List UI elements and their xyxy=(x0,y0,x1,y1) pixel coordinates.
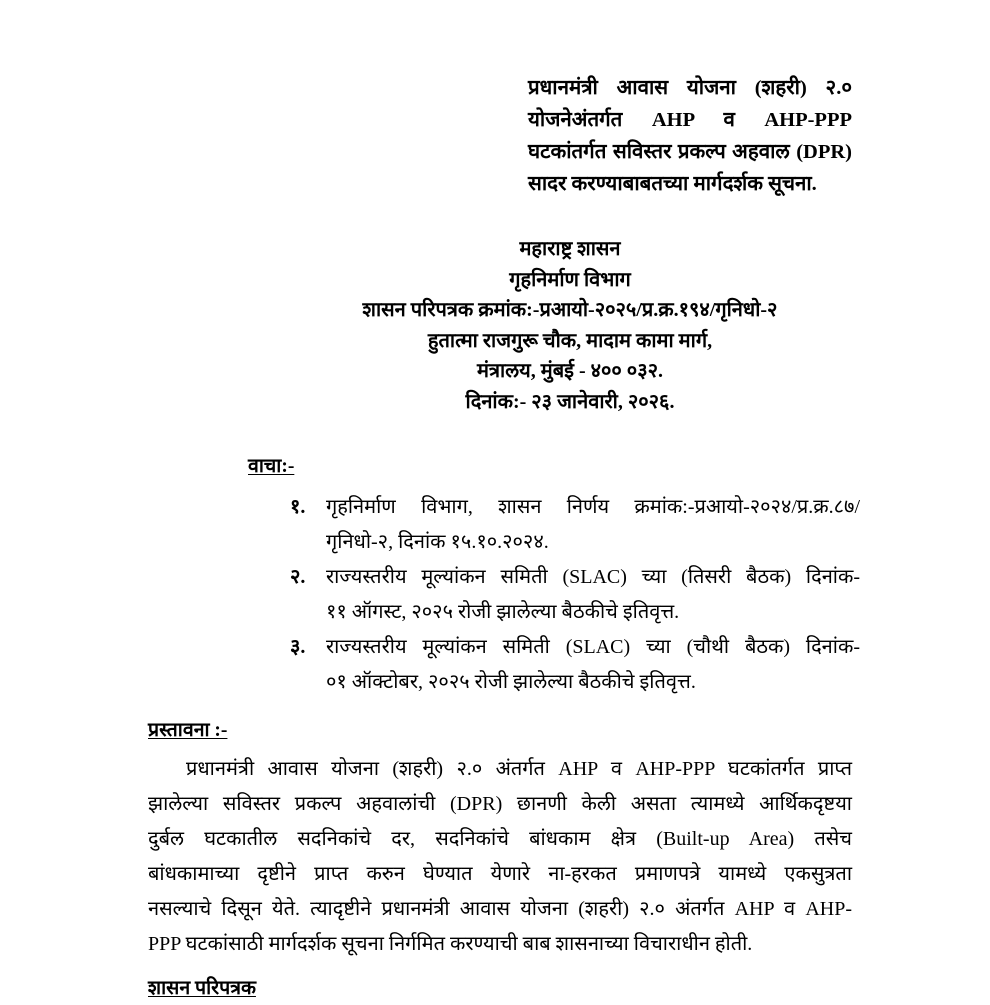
reference-text xyxy=(326,630,860,700)
reference-marker: १. xyxy=(290,496,306,518)
preamble-paragraph xyxy=(148,752,852,962)
government-authority-block xyxy=(80,234,990,417)
preamble-line: नसल्याचे दिसून येते. त्यादृष्टीने प्रधानमंत्री आवास योजना (शहरी) २.० अंतर्गत AHP व AHP- xyxy=(148,898,852,920)
reference-text xyxy=(326,560,860,630)
preamble-heading: प्रस्तावना :- xyxy=(148,720,228,741)
references-heading: वाचा:- xyxy=(248,456,295,477)
reference-marker: ३. xyxy=(290,636,306,658)
preamble-line: दुर्बल घटकातील सदनिकांचे दर, सदनिकांचे बांधकाम क्षेत्र (Built-up Area) तसेच xyxy=(148,828,852,850)
reference-item xyxy=(290,630,860,700)
title-line-2: योजनेअंतर्गत AHP व AHP-PPP xyxy=(528,109,852,131)
gov-line-address-2: मंत्रालय, मुंबई - ४०० ०३२. xyxy=(476,360,664,382)
title-line-1: प्रधानमंत्री आवास योजना (शहरी) २.० xyxy=(528,77,852,99)
reference-text-line: राज्यस्तरीय मूल्यांकन समिती (SLAC) च्या (तिसरी बैठक) दिनांक- xyxy=(326,566,860,588)
reference-marker: २. xyxy=(290,566,306,588)
document-title-block xyxy=(528,72,852,200)
circular-section-heading: शासन परिपत्रक xyxy=(148,978,256,999)
gov-line-department: गृहनिर्माण विभाग xyxy=(509,268,631,291)
preamble-line: PPP घटकांसाठी मार्गदर्शक सूचना निर्गमित करण्याची बाब शासनाच्या विचाराधीन होती. xyxy=(148,933,753,955)
reference-text-line: राज्यस्तरीय मूल्यांकन समिती (SLAC) च्या (चौथी बैठक) दिनांक- xyxy=(326,636,860,658)
reference-text-line: ११ ऑगस्ट, २०२५ रोजी झालेल्या बैठकीचे इतिवृत्त. xyxy=(326,601,680,623)
gov-line-address-1: हुतात्मा राजगुरू चौक, मादाम कामा मार्ग, xyxy=(427,329,713,352)
preamble-line: झालेल्या सविस्तर प्रकल्प अहवालांची (DPR) छानणी केली असता त्यामध्ये आर्थिकदृष्टया xyxy=(148,793,852,815)
gov-line-date: दिनांक:- २३ जानेवारी, २०२६. xyxy=(465,390,675,413)
gov-line-circular-number: शासन परिपत्रक क्रमांक:-प्रआयो-२०२५/प्र.क्र.१९४/गृनिधो-२ xyxy=(362,299,778,321)
preamble-line: प्रधानमंत्री आवास योजना (शहरी) २.० अंतर्गत AHP व AHP-PPP घटकांतर्गत प्राप्त xyxy=(186,758,852,780)
gov-line-state: महाराष्ट्र शासन xyxy=(519,238,621,260)
reference-text-line: गृहनिर्माण विभाग, शासन निर्णय क्रमांक:-प्रआयो-२०२४/प्र.क्र.८७/ xyxy=(326,496,860,518)
reference-item xyxy=(290,560,860,630)
preamble-line: बांधकामाच्या दृष्टीने प्राप्त करुन घेण्यात येणारे ना-हरकत प्रमाणपत्रे यामध्ये एकसुत्रता xyxy=(148,863,852,885)
reference-item xyxy=(290,490,860,560)
title-line-4: सादर करण्याबाबतच्या मार्गदर्शक सूचना. xyxy=(528,173,817,195)
reference-text-line: गृनिधो-२, दिनांक १५.१०.२०२४. xyxy=(326,531,549,553)
references-list xyxy=(290,490,860,700)
reference-text-line: ०१ ऑक्टोबर, २०२५ रोजी झालेल्या बैठकीचे इतिवृत्त. xyxy=(326,671,696,693)
reference-text xyxy=(326,490,860,560)
title-line-3: घटकांतर्गत सविस्तर प्रकल्प अहवाल (DPR) xyxy=(528,141,852,163)
